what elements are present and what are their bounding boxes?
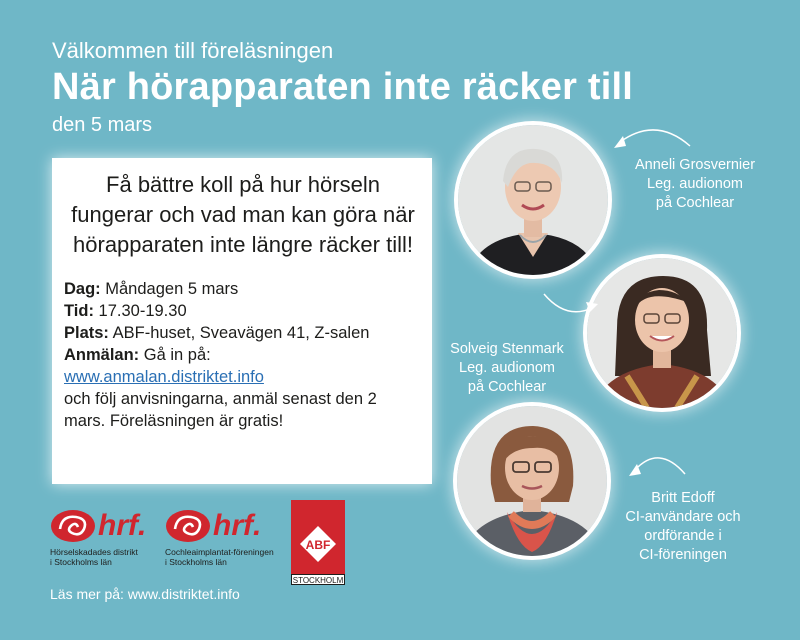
day-row — [64, 278, 422, 300]
speaker-photo-solveig — [587, 258, 737, 408]
speaker-org: på Cochlear — [467, 379, 547, 395]
time-value: 17.30-19.30 — [98, 302, 187, 320]
signup-label: Anmälan: — [64, 346, 140, 364]
speaker-name: Anneli Grosvernier — [634, 157, 756, 173]
curved-arrow-icon — [540, 288, 600, 322]
time-label: Tid: — [64, 302, 94, 320]
read-more-text: Läs mer på: www.distriktet.info — [50, 586, 240, 602]
speaker-role: CI-användare och — [625, 509, 741, 525]
abf-city: STOCKHOLM — [292, 576, 344, 585]
speaker-caption-britt — [613, 489, 753, 565]
place-value: ABF-huset, Sveavägen 41, Z-salen — [112, 324, 370, 342]
signup-value: Gå in på: — [143, 346, 211, 364]
abf-logo — [291, 500, 345, 585]
place-label: Plats: — [64, 324, 109, 342]
info-card — [52, 158, 432, 484]
speaker-photo-britt — [457, 406, 607, 556]
speaker-role: Leg. audionom — [647, 176, 743, 192]
hrf-org-region: i Stockholms län — [50, 557, 112, 567]
hrf-ear-icon — [165, 509, 211, 543]
lead-text: Få bättre koll på hur hörseln fungerar och vad man kan göra när hörapparaten inte längre räcker till! — [71, 172, 415, 257]
hrf-wordmark: hrf. — [213, 509, 262, 542]
event-date: den 5 mars — [52, 114, 153, 136]
place-row — [64, 322, 422, 344]
speaker-name: Britt Edoff — [651, 490, 715, 506]
speaker-name: Solveig Stenmark — [450, 341, 564, 357]
speaker-caption-solveig — [432, 340, 582, 397]
page-title: När hörapparaten inte räcker till — [52, 66, 634, 108]
speaker-org: på Cochlear — [655, 195, 735, 211]
hrf-org-region: i Stockholms län — [165, 557, 227, 567]
abf-wordmark: ABF — [305, 538, 331, 552]
speaker-role: Leg. audionom — [459, 360, 555, 376]
signup-note: och följ anvisningarna, anmäl senast den 2 mars. Föreläsningen är gratis! — [64, 390, 377, 430]
hrf-org-name: Cochleaimplantat-föreningen — [165, 547, 274, 557]
curved-arrow-icon — [625, 448, 689, 482]
hrf-ear-icon — [50, 509, 96, 543]
speaker-photo-anneli — [458, 125, 608, 275]
day-value: Måndagen 5 mars — [105, 280, 239, 298]
time-row — [64, 300, 422, 322]
hrf-org-name: Hörselskadades distrikt — [50, 547, 138, 557]
hrf-logo-ci — [165, 509, 274, 567]
hrf-wordmark: hrf. — [98, 509, 147, 542]
signup-link[interactable]: www.anmalan.distriktet.info — [64, 368, 264, 386]
intro-text: Välkommen till föreläsningen — [52, 38, 334, 63]
event-details — [64, 278, 422, 432]
speaker-org: ordförande i — [644, 528, 722, 544]
curved-arrow-icon — [610, 122, 694, 156]
abf-emblem-icon — [291, 500, 345, 574]
speaker-caption-anneli — [615, 156, 775, 213]
day-label: Dag: — [64, 280, 101, 298]
signup-row — [64, 344, 422, 366]
hrf-logo-district — [50, 509, 146, 567]
speaker-org: CI-föreningen — [639, 547, 727, 563]
